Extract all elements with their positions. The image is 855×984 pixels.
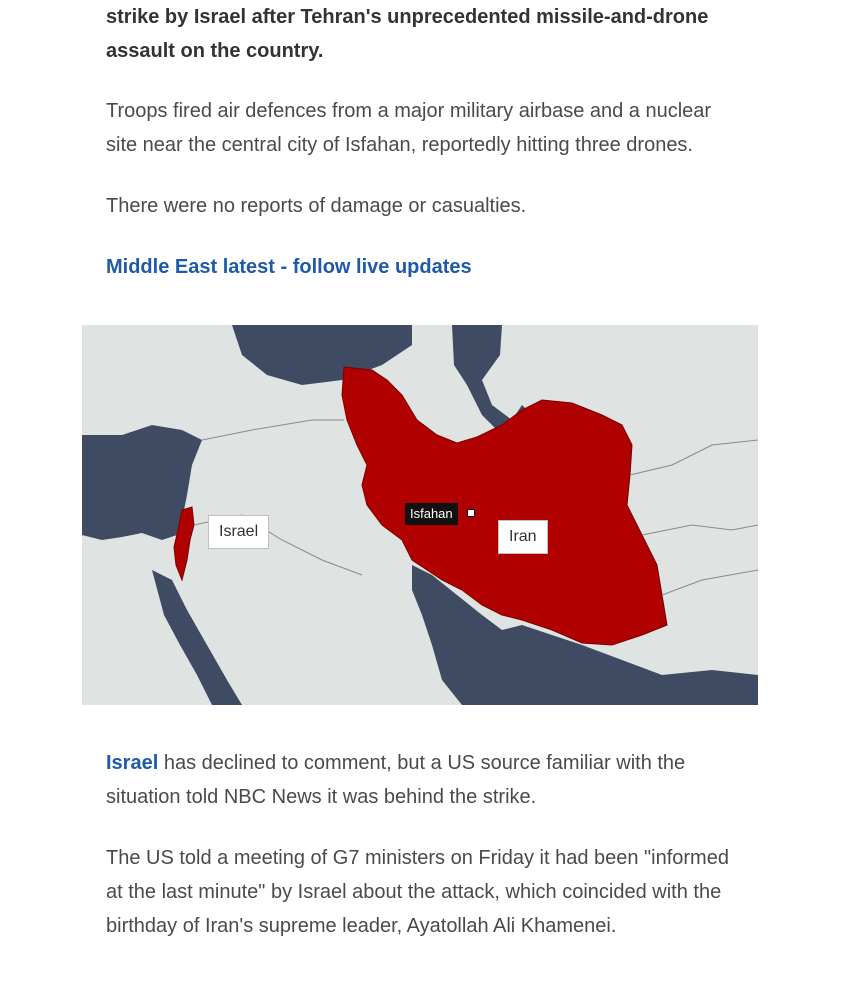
map-label-isfahan: Isfahan [405,503,458,525]
live-updates-link[interactable]: Middle East latest - follow live updates [106,256,472,278]
map-label-iran: Iran [498,520,548,554]
live-updates-paragraph [106,250,746,284]
isfahan-marker-icon [467,509,475,517]
israel-link[interactable]: Israel [106,752,159,774]
paragraph-g7-meeting: The US told a meeting of G7 ministers on Friday it had been "informed at the last minute" by Israel about the attack, which coincided with the birthday of Iran's supreme leader, Ayatollah Ali Khamenei. [106,847,729,937]
paragraph-israel-declined [106,746,746,814]
paragraph-israel-declined-text: has declined to comment, but a US source familiar with the situation told NBC News it was behind the strike. [106,752,686,808]
article-lead-paragraph [106,0,746,68]
paragraph-no-damage: There were no reports of damage or casualties. [106,195,527,217]
map-label-israel: Israel [208,515,269,549]
paragraph-air-defences: Troops fired air defences from a major military airbase and a nuclear site near the central city of Isfahan, reportedly hitting three drones. [106,100,712,156]
middle-east-map [82,325,758,705]
lead-text: strike by Israel after Tehran's unprecedented missile-and-drone assault on the country. [106,6,709,62]
